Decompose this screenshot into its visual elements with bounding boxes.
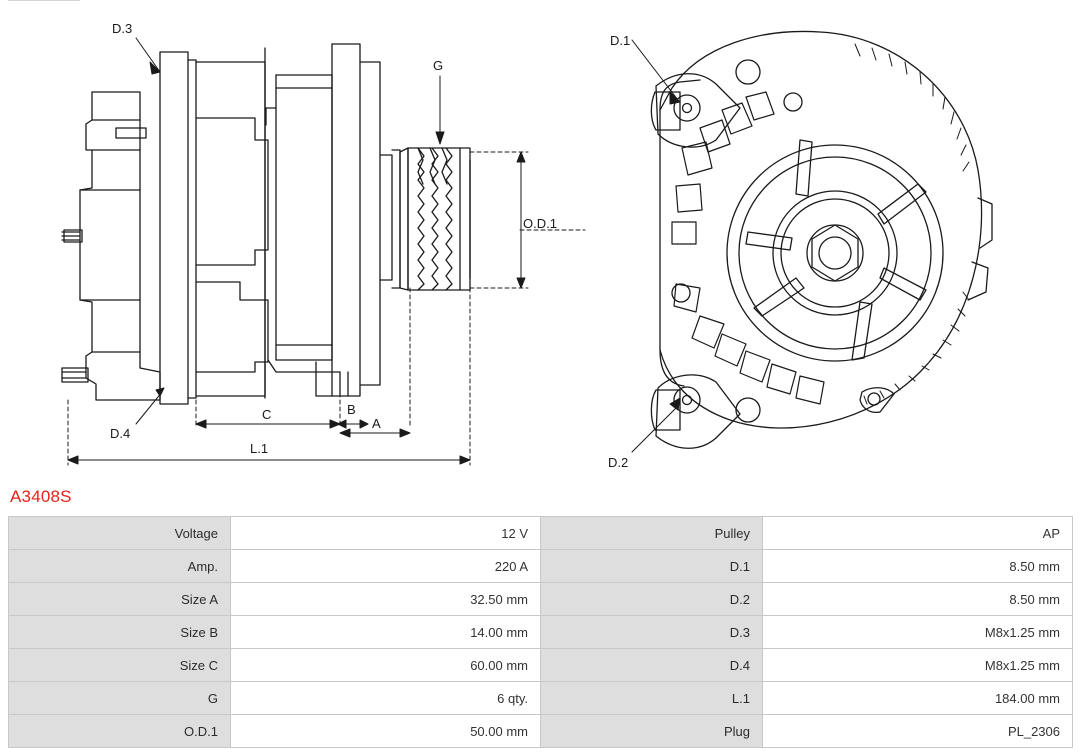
spec-value: 220 A — [231, 550, 541, 583]
spec-label: Plug — [541, 715, 763, 748]
spec-label: D.2 — [541, 583, 763, 616]
label-od1: O.D.1 — [523, 216, 557, 231]
spec-value: 50.00 mm — [231, 715, 541, 748]
spec-label: Size C — [9, 649, 231, 682]
label-d1: D.1 — [610, 33, 631, 48]
spec-label: L.1 — [541, 682, 763, 715]
label-a: A — [372, 416, 381, 431]
spec-value: 32.50 mm — [231, 583, 541, 616]
label-g: G — [433, 58, 444, 73]
specifications-table — [8, 516, 1073, 748]
spec-value: PL_2306 — [763, 715, 1073, 748]
label-d2: D.2 — [608, 455, 629, 470]
table-row — [9, 517, 1073, 550]
spec-value: M8x1.25 mm — [763, 616, 1073, 649]
table-row — [9, 583, 1073, 616]
table-row — [9, 715, 1073, 748]
spec-label: O.D.1 — [9, 715, 231, 748]
table-row — [9, 682, 1073, 715]
spec-label: D.3 — [541, 616, 763, 649]
spec-label: D.1 — [541, 550, 763, 583]
spec-label: Size B — [9, 616, 231, 649]
spec-value: AP — [763, 517, 1073, 550]
label-c: C — [262, 407, 272, 422]
spec-label: Size A — [9, 583, 231, 616]
spec-value: 14.00 mm — [231, 616, 541, 649]
table-row — [9, 550, 1073, 583]
spec-label: Voltage — [9, 517, 231, 550]
label-b: B — [347, 402, 356, 417]
spec-label: Pulley — [541, 517, 763, 550]
label-d4: D.4 — [110, 426, 131, 441]
spec-value: 8.50 mm — [763, 583, 1073, 616]
label-l1: L.1 — [250, 441, 269, 456]
spec-label: Amp. — [9, 550, 231, 583]
table-row — [9, 616, 1073, 649]
spec-value: 184.00 mm — [763, 682, 1073, 715]
label-d3: D.3 — [112, 21, 133, 36]
spec-value: 8.50 mm — [763, 550, 1073, 583]
spec-value: M8x1.25 mm — [763, 649, 1073, 682]
spec-label: D.4 — [541, 649, 763, 682]
table-row — [9, 649, 1073, 682]
spec-label: G — [9, 682, 231, 715]
spec-value: 12 V — [231, 517, 541, 550]
spec-value: 60.00 mm — [231, 649, 541, 682]
part-number: A3408S — [10, 487, 72, 506]
spec-value: 6 qty. — [231, 682, 541, 715]
